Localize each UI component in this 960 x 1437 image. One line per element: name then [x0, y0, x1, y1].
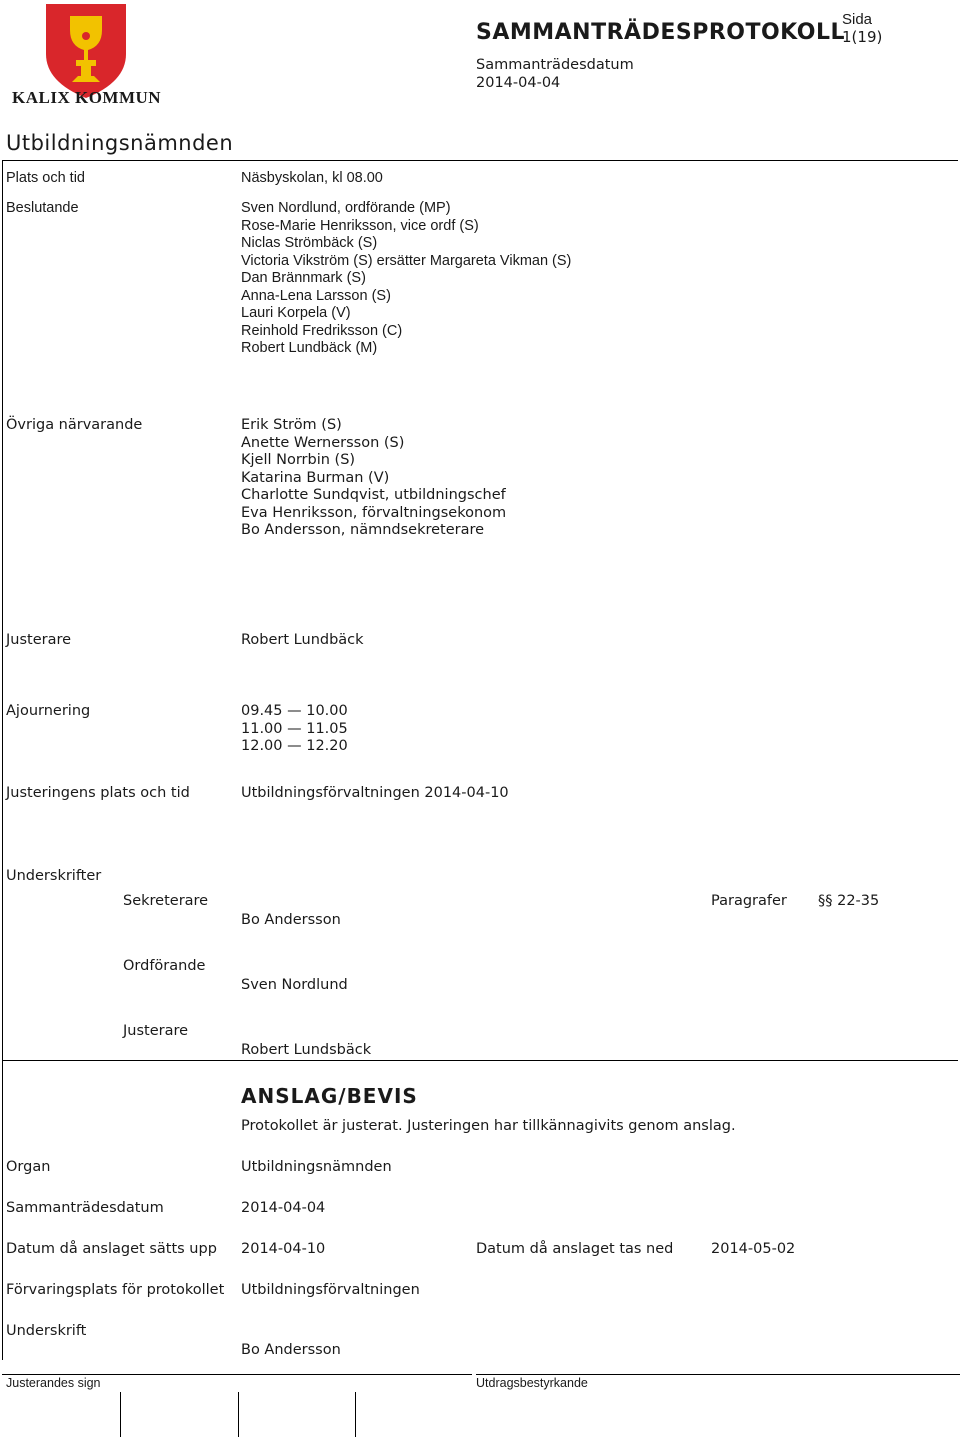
- list-item: Niclas Strömbäck (S): [241, 235, 378, 251]
- secretary-signature-line: [240, 934, 710, 935]
- decision-makers-list: [241, 200, 571, 358]
- posted-label: Datum då anslaget sätts upp: [6, 1241, 217, 1257]
- others-present-label: Övriga närvarande: [6, 417, 143, 433]
- footer-divider-right: [476, 1374, 960, 1375]
- notice-date-value: 2014-04-04: [241, 1200, 326, 1216]
- extract-certifier-label: Utdragsbestyrkande: [476, 1376, 588, 1390]
- meeting-date-label: Sammanträdesdatum: [476, 57, 634, 73]
- decision-makers-label: Beslutande: [6, 200, 79, 216]
- chair-name: Sven Nordlund: [241, 977, 348, 993]
- list-item: Sven Nordlund, ordförande (MP): [241, 200, 451, 216]
- adjusters-sign-label: Justerandes sign: [6, 1376, 101, 1390]
- list-item: Anette Wernersson (S): [241, 434, 405, 451]
- list-item: 11.00 — 11.05: [241, 720, 348, 737]
- adjuster-label: Justerare: [6, 632, 72, 648]
- list-item: Charlotte Sundqvist, utbildningschef: [241, 487, 506, 503]
- list-item: Bo Andersson, nämndsekreterare: [241, 522, 485, 538]
- list-item: Anna-Lena Larsson (S): [241, 287, 391, 304]
- removed-value: 2014-05-02: [711, 1241, 796, 1257]
- list-item: Erik Ström (S): [241, 417, 342, 433]
- organ-label: Organ: [6, 1159, 51, 1175]
- posted-value: 2014-04-10: [241, 1241, 326, 1257]
- list-item: 09.45 — 10.00: [241, 703, 348, 719]
- place-value: Näsbyskolan, kl 08.00: [241, 170, 383, 186]
- adjustment-place-value: Utbildningsförvaltningen 2014-04-10: [241, 785, 509, 801]
- storage-label: Förvaringsplats för protokollet: [6, 1282, 225, 1298]
- paragraphs-value: §§ 22-35: [818, 893, 880, 909]
- header-divider: [2, 160, 958, 161]
- list-item: Reinhold Fredriksson (C): [241, 322, 403, 339]
- notice-subtitle: Protokollet är justerat. Justeringen har tillkännagivits genom anslag.: [241, 1118, 736, 1134]
- secretary-label: Sekreterare: [123, 893, 209, 909]
- meeting-date: 2014-04-04: [476, 75, 561, 91]
- list-item: Victoria Vikström (S) ersätter Margareta Vikman (S): [241, 252, 572, 269]
- sign-box-divider: [355, 1392, 356, 1437]
- place-label: Plats och tid: [6, 170, 85, 186]
- sign-box-divider: [238, 1392, 239, 1437]
- list-item: Robert Lundbäck (M): [241, 340, 378, 356]
- sign-box-divider: [120, 1392, 121, 1437]
- signature-label: Underskrift: [6, 1323, 87, 1339]
- list-item: Kjell Norrbin (S): [241, 452, 356, 468]
- notice-date-label: Sammanträdesdatum: [6, 1200, 164, 1216]
- adjournment-times: [241, 703, 348, 756]
- list-item: Rose-Marie Henriksson, vice ordf (S): [241, 217, 479, 234]
- chair-label: Ordförande: [123, 958, 206, 974]
- storage-value: Utbildningsförvaltningen: [241, 1282, 420, 1298]
- adjuster-value: Robert Lundbäck: [241, 632, 364, 648]
- list-item: Katarina Burman (V): [241, 469, 390, 486]
- adjournment-label: Ajournering: [6, 703, 91, 719]
- committee-heading: Utbildningsnämnden: [6, 131, 234, 155]
- logo-text: KALIX KOMMUN: [12, 88, 162, 107]
- list-item: Eva Henriksson, förvaltningsekonom: [241, 504, 507, 521]
- document-title: SAMMANTRÄDESPROTOKOLL: [476, 20, 845, 45]
- signature-adjuster-label: Justerare: [123, 1023, 189, 1039]
- secretary-name: Bo Andersson: [241, 912, 341, 928]
- notice-title: ANSLAG/BEVIS: [241, 1084, 418, 1108]
- adjustment-place-label: Justeringens plats och tid: [6, 785, 190, 801]
- signature-name: Bo Andersson: [241, 1342, 341, 1358]
- page-label: Sida: [842, 11, 873, 28]
- list-item: Dan Brännmark (S): [241, 270, 366, 286]
- organ-value: Utbildningsnämnden: [241, 1159, 392, 1175]
- removed-label: Datum då anslaget tas ned: [476, 1241, 674, 1257]
- signatures-divider: [2, 1060, 958, 1061]
- list-item: Lauri Korpela (V): [241, 305, 351, 321]
- left-margin-rule: [2, 160, 3, 1360]
- page-number: 1(19): [842, 28, 883, 46]
- signatures-label: Underskrifter: [6, 868, 102, 884]
- footer-divider-left: [2, 1374, 472, 1375]
- others-present-list: [241, 417, 506, 540]
- signature-adjuster-name: Robert Lundsbäck: [241, 1042, 372, 1058]
- list-item: 12.00 — 12.20: [241, 738, 348, 754]
- paragraphs-label: Paragrafer: [711, 893, 787, 909]
